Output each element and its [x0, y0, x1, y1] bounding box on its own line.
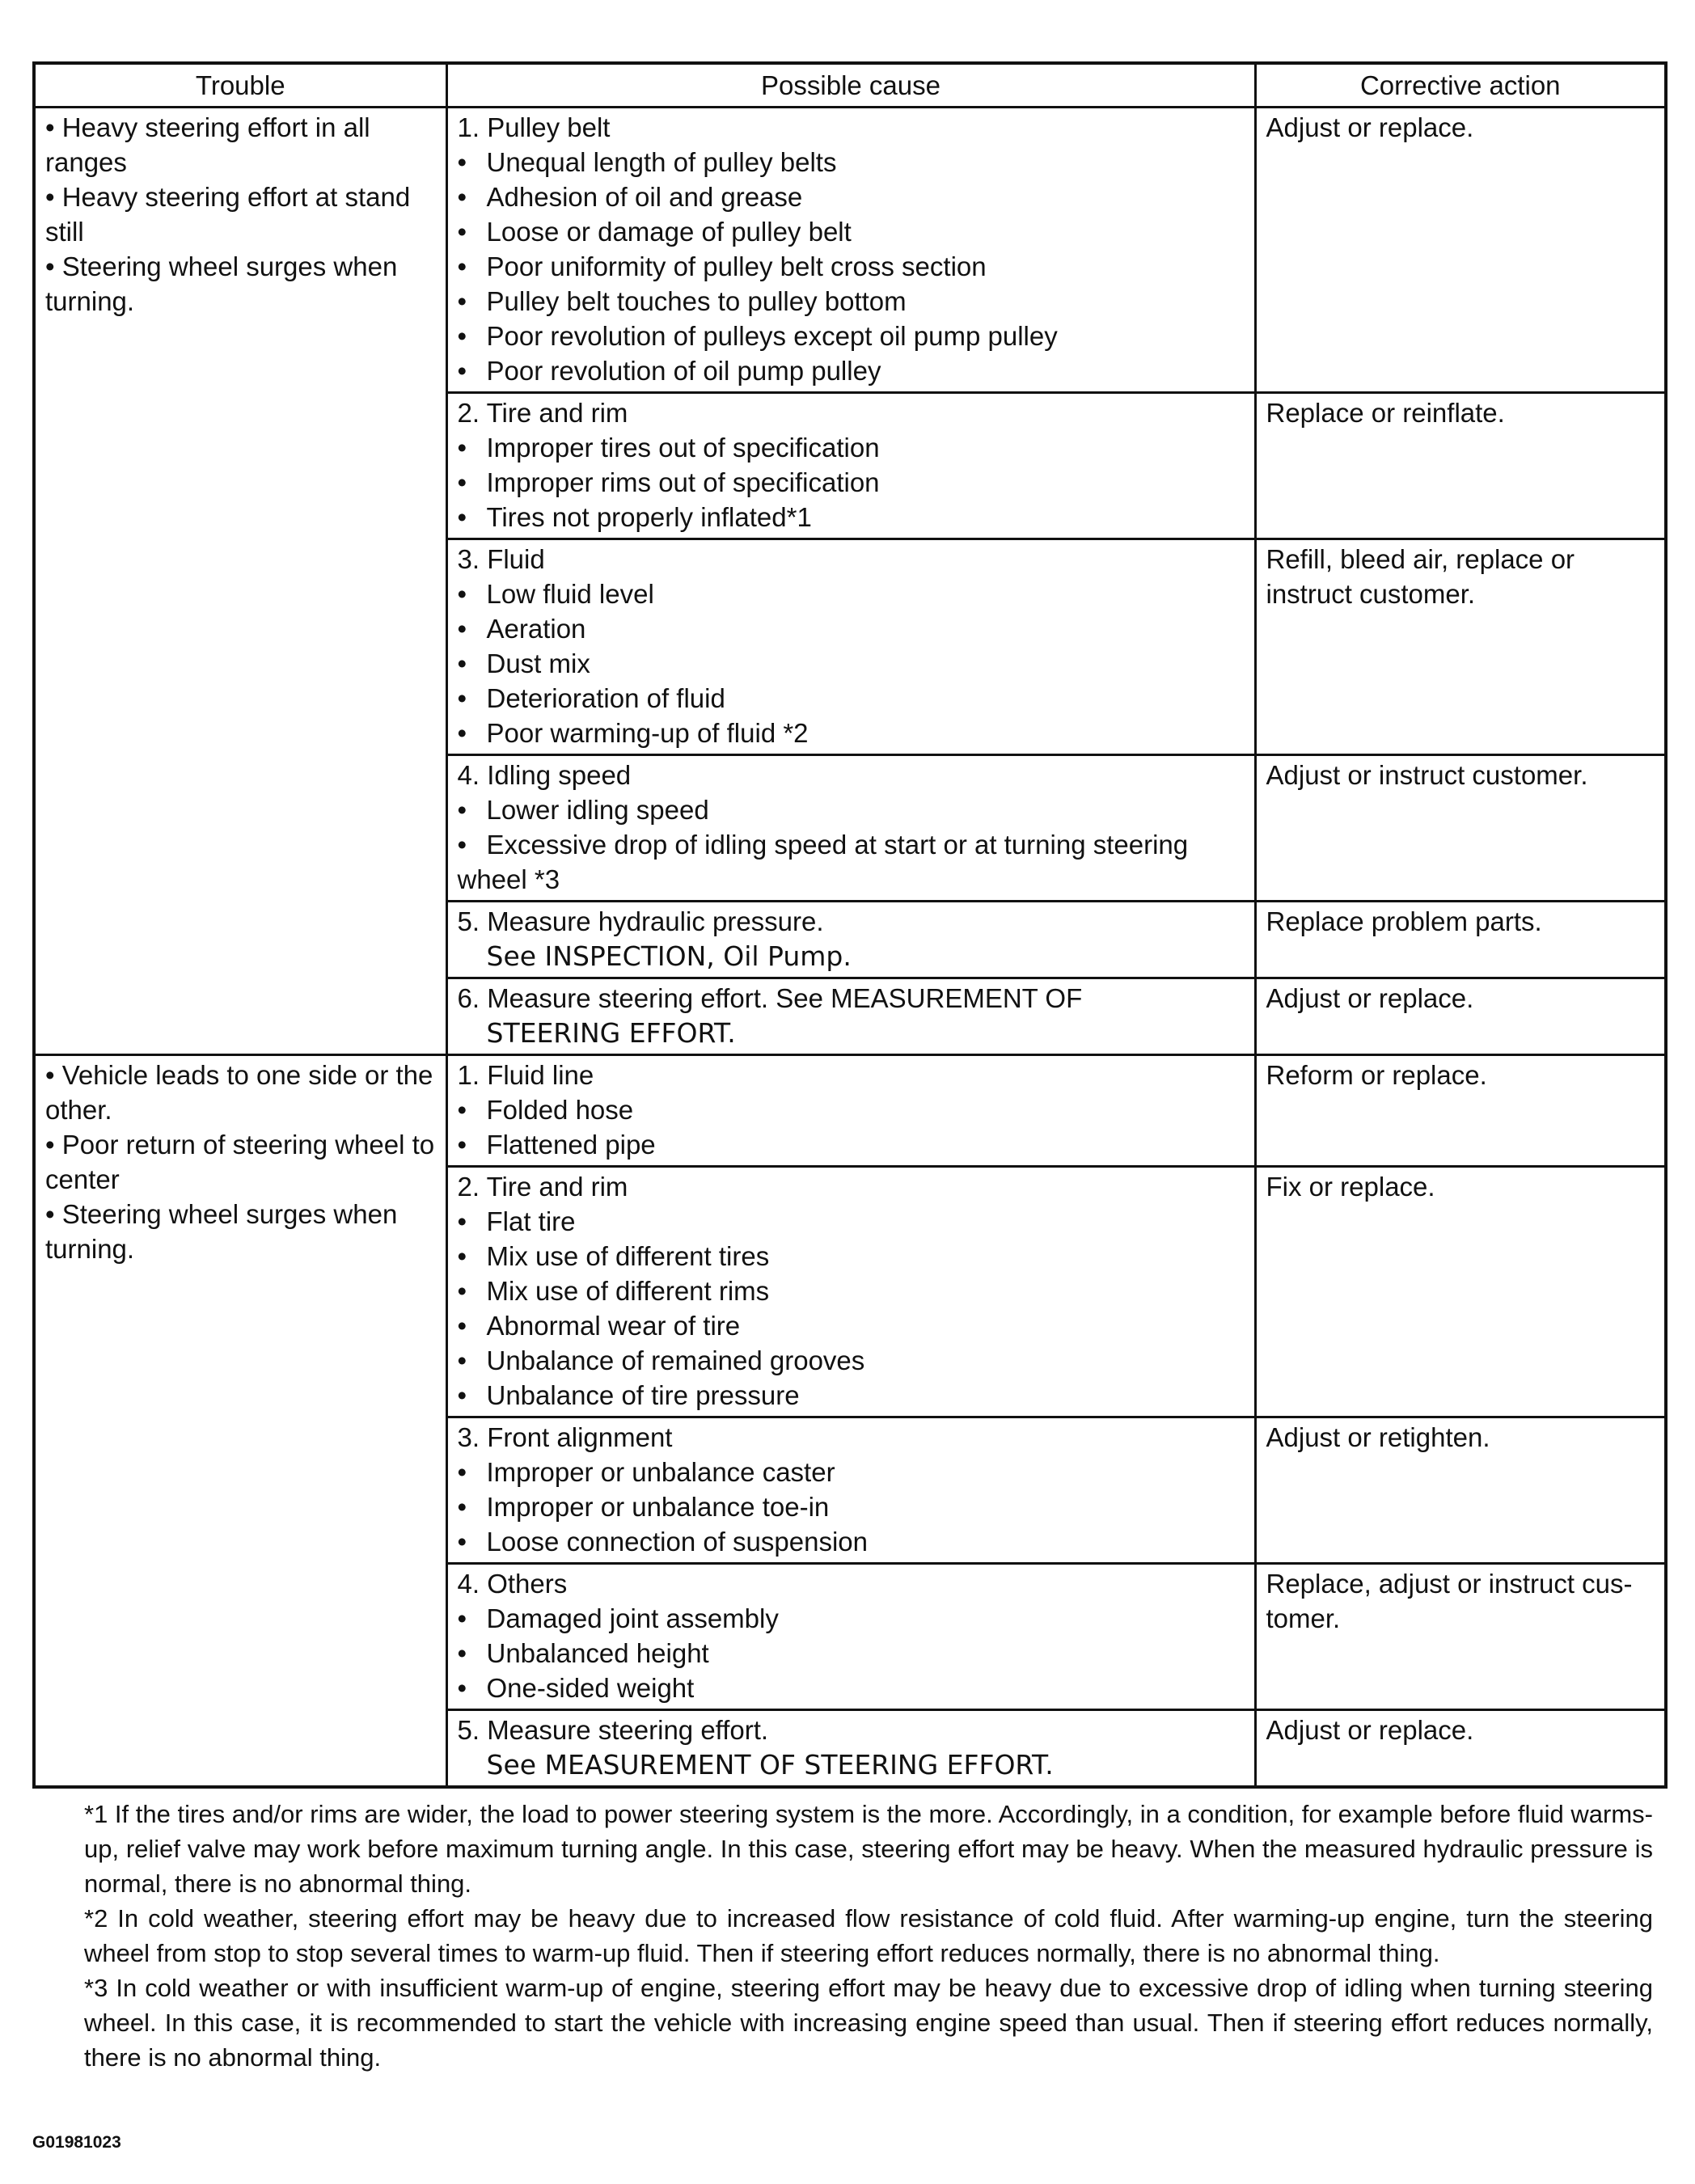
- table-body: [34, 108, 1666, 1788]
- corrective-action-cell: Adjust or replace.: [1255, 978, 1666, 1055]
- cause-item-text: Poor warming-up of fluid *2: [486, 718, 809, 748]
- cause-heading: 1. Fluid line: [457, 1060, 594, 1090]
- trouble-cell: [34, 108, 446, 1055]
- possible-cause-cell: [446, 108, 1255, 393]
- table-row: [34, 108, 1666, 393]
- bullet-icon: •: [457, 1380, 467, 1410]
- bullet-icon: •: [457, 1673, 467, 1703]
- corrective-action-cell: Replace problem parts.: [1255, 902, 1666, 978]
- cause-reference: See MEASUREMENT OF STEERING EFFORT.: [486, 1749, 1054, 1781]
- cause-item-text: Deterioration of fluid: [486, 683, 725, 713]
- table-row: [34, 1055, 1666, 1167]
- possible-cause-cell: [446, 393, 1255, 539]
- bullet-icon: •: [457, 830, 467, 860]
- corrective-action-cell: Refill, bleed air, replace or instruct customer.: [1255, 539, 1666, 755]
- cause-list-item: [458, 284, 1245, 319]
- cause-list-item: [458, 716, 1245, 750]
- footnote: *1 If the tires and/or rims are wider, the load to power steering system is the more. Accordingly, in a condition, for example before fluid warms-up, relief valve may work before maximum turning angle. In this case, steering effort may be heavy. When the measured hydraulic pressure is normal, there is no abnormal thing.: [84, 1800, 1653, 1898]
- cause-list-item: [458, 249, 1245, 284]
- possible-cause-cell: [446, 1710, 1255, 1788]
- trouble-item: • Poor return of steering wheel to center: [45, 1130, 435, 1194]
- bullet-icon: •: [457, 1241, 467, 1271]
- bullet-icon: •: [457, 614, 467, 644]
- cause-item-text: Adhesion of oil and grease: [486, 182, 803, 212]
- cause-list-item: [458, 1524, 1245, 1559]
- possible-cause-cell: [446, 902, 1255, 978]
- cause-heading: 2. Tire and rim: [457, 1172, 628, 1202]
- cause-item-text: Loose or damage of pulley belt: [486, 217, 852, 247]
- corrective-action-cell: Adjust or replace.: [1255, 108, 1666, 393]
- corrective-action-cell: Adjust or retighten.: [1255, 1417, 1666, 1564]
- figure-code: G01981023: [32, 2133, 121, 2152]
- trouble-cell: [34, 1055, 446, 1788]
- bullet-icon: •: [457, 579, 467, 609]
- cause-item-text: Tires not properly inflated*1: [486, 502, 812, 532]
- cause-list-item: [458, 1636, 1245, 1671]
- footnotes: [32, 1797, 1664, 2075]
- cause-reference: See INSPECTION, Oil Pump.: [486, 940, 852, 972]
- cause-item-text: Mix use of different tires: [486, 1241, 770, 1271]
- corrective-action-cell: Replace, adjust or instruct cus-tomer.: [1255, 1564, 1666, 1710]
- trouble-item: • Vehicle leads to one side or the other.: [45, 1060, 433, 1125]
- bullet-icon: •: [457, 1638, 467, 1668]
- cause-item-text: Unbalance of remained grooves: [486, 1345, 865, 1375]
- cause-list-item: [458, 145, 1245, 180]
- bullet-icon: •: [457, 467, 467, 497]
- corrective-action-cell: Adjust or instruct customer.: [1255, 755, 1666, 902]
- cause-reference: STEERING EFFORT.: [486, 1017, 736, 1049]
- cause-heading: 4. Idling speed: [457, 760, 632, 790]
- cause-list-item: [458, 577, 1245, 611]
- cause-list-item: [458, 1204, 1245, 1239]
- cause-item-text: Low fluid level: [486, 579, 654, 609]
- cause-item-text: Poor revolution of pulleys except oil pump pulley: [486, 321, 1058, 351]
- cause-item-text: Excessive drop of idling speed at start or at turning steering wheel *3: [457, 830, 1189, 894]
- cause-item-text: Poor revolution of oil pump pulley: [486, 356, 881, 386]
- bullet-icon: •: [457, 321, 467, 351]
- bullet-icon: •: [457, 795, 467, 825]
- cause-list-item: [458, 1671, 1245, 1705]
- cause-item-text: Pulley belt touches to pulley bottom: [486, 286, 907, 316]
- cause-item-text: Lower idling speed: [486, 795, 709, 825]
- column-header-possible-cause: Possible cause: [446, 63, 1255, 108]
- cause-list-item: [458, 180, 1245, 214]
- cause-item-text: Flat tire: [486, 1206, 576, 1236]
- cause-item-text: Poor uniformity of pulley belt cross section: [486, 251, 987, 281]
- cause-list-item: [458, 465, 1245, 500]
- cause-heading: 5. Measure steering effort.: [457, 1715, 769, 1745]
- possible-cause-cell: [446, 539, 1255, 755]
- cause-list-item: [458, 430, 1245, 465]
- possible-cause-cell: [446, 978, 1255, 1055]
- cause-list-item: [458, 500, 1245, 534]
- trouble-item: • Heavy steering effort in all ranges: [45, 112, 370, 177]
- cause-list-item: [458, 1343, 1245, 1378]
- cause-item-text: Dust mix: [486, 648, 590, 678]
- document-page: [32, 61, 1664, 2075]
- troubleshooting-table: [32, 61, 1668, 1789]
- cause-item-text: Damaged joint assembly: [486, 1603, 779, 1633]
- cause-heading: 5. Measure hydraulic pressure.: [457, 906, 824, 936]
- corrective-action-cell: Replace or reinflate.: [1255, 393, 1666, 539]
- trouble-item: • Steering wheel surges when turning.: [45, 251, 398, 316]
- cause-item-text: Improper tires out of specification: [486, 433, 880, 463]
- bullet-icon: •: [457, 217, 467, 247]
- possible-cause-cell: [446, 1055, 1255, 1167]
- bullet-icon: •: [457, 1603, 467, 1633]
- bullet-icon: •: [457, 1457, 467, 1487]
- bullet-icon: •: [457, 1130, 467, 1160]
- corrective-action-cell: Adjust or replace.: [1255, 1710, 1666, 1788]
- column-header-trouble: Trouble: [34, 63, 446, 108]
- trouble-item: • Heavy steering effort at stand still: [45, 182, 411, 247]
- table-header-row: [34, 63, 1666, 108]
- cause-item-text: Unequal length of pulley belts: [486, 147, 837, 177]
- cause-heading: 3. Fluid: [457, 544, 545, 574]
- bullet-icon: •: [457, 147, 467, 177]
- corrective-action-cell: Fix or replace.: [1255, 1167, 1666, 1417]
- bullet-icon: •: [457, 1095, 467, 1125]
- bullet-icon: •: [457, 1527, 467, 1557]
- bullet-icon: •: [457, 718, 467, 748]
- cause-list-item: [458, 1378, 1245, 1413]
- cause-list-item: [458, 792, 1245, 827]
- bullet-icon: •: [457, 1276, 467, 1306]
- cause-list-item: [458, 1274, 1245, 1308]
- cause-item-text: Folded hose: [486, 1095, 634, 1125]
- cause-heading: 3. Front alignment: [457, 1422, 673, 1452]
- cause-list-item: [458, 353, 1245, 388]
- possible-cause-cell: [446, 1417, 1255, 1564]
- cause-heading: 4. Others: [457, 1569, 568, 1599]
- cause-item-text: Improper or unbalance caster: [486, 1457, 835, 1487]
- cause-item-text: One-sided weight: [486, 1673, 695, 1703]
- bullet-icon: •: [457, 433, 467, 463]
- cause-heading: 2. Tire and rim: [457, 398, 628, 428]
- footnote: *2 In cold weather, steering effort may be heavy due to increased flow resistance of cold fluid. After warming-up engine, turn the steering wheel from stop to stop several times to warm-up fluid. Then if steering effort reduces normally, there is no abnormal thing.: [84, 1904, 1653, 1967]
- cause-list-item: [458, 1239, 1245, 1274]
- bullet-icon: •: [457, 182, 467, 212]
- cause-heading: 1. Pulley belt: [457, 112, 611, 142]
- bullet-icon: •: [457, 1492, 467, 1522]
- bullet-icon: •: [457, 356, 467, 386]
- cause-list-item: [458, 1601, 1245, 1636]
- bullet-icon: •: [457, 502, 467, 532]
- cause-item-text: Mix use of different rims: [486, 1276, 770, 1306]
- cause-item-text: Flattened pipe: [486, 1130, 656, 1160]
- possible-cause-cell: [446, 1564, 1255, 1710]
- cause-list-item: [458, 319, 1245, 353]
- cause-list-item: [458, 681, 1245, 716]
- cause-heading: 6. Measure steering effort. See MEASUREMENT OF: [457, 983, 1083, 1013]
- cause-item-text: Unbalanced height: [486, 1638, 709, 1668]
- cause-list-item: [458, 1127, 1245, 1162]
- cause-list-item: [458, 214, 1245, 249]
- cause-list-item: [458, 1092, 1245, 1127]
- cause-item-text: Aeration: [486, 614, 586, 644]
- bullet-icon: •: [457, 648, 467, 678]
- bullet-icon: •: [457, 251, 467, 281]
- bullet-icon: •: [457, 1311, 467, 1341]
- cause-list-item: [458, 1489, 1245, 1524]
- bullet-icon: •: [457, 683, 467, 713]
- cause-item-text: Abnormal wear of tire: [486, 1311, 741, 1341]
- bullet-icon: •: [457, 286, 467, 316]
- bullet-icon: •: [457, 1206, 467, 1236]
- bullet-icon: •: [457, 1345, 467, 1375]
- cause-item-text: Improper rims out of specification: [486, 467, 880, 497]
- cause-item-text: Improper or unbalance toe-in: [486, 1492, 830, 1522]
- corrective-action-cell: Reform or replace.: [1255, 1055, 1666, 1167]
- cause-list-item: [458, 1455, 1245, 1489]
- cause-list-item: [458, 1308, 1245, 1343]
- cause-list-item: [458, 646, 1245, 681]
- cause-item-text: Unbalance of tire pressure: [486, 1380, 800, 1410]
- cause-item-text: Loose connection of suspension: [486, 1527, 869, 1557]
- possible-cause-cell: [446, 1167, 1255, 1417]
- cause-list-item: [458, 827, 1245, 897]
- column-header-corrective-action: Corrective action: [1255, 63, 1666, 108]
- cause-list-item: [458, 611, 1245, 646]
- footnote: *3 In cold weather or with insufficient warm-up of engine, steering effort may be heavy due to excessive drop of idling when turning steering wheel. In this case, it is recommended to start the vehicle with increasing engine speed than usual. Then if steering effort reduces normally, there is no abnormal thing.: [84, 1974, 1653, 2072]
- trouble-item: • Steering wheel surges when turning.: [45, 1199, 398, 1264]
- possible-cause-cell: [446, 755, 1255, 902]
